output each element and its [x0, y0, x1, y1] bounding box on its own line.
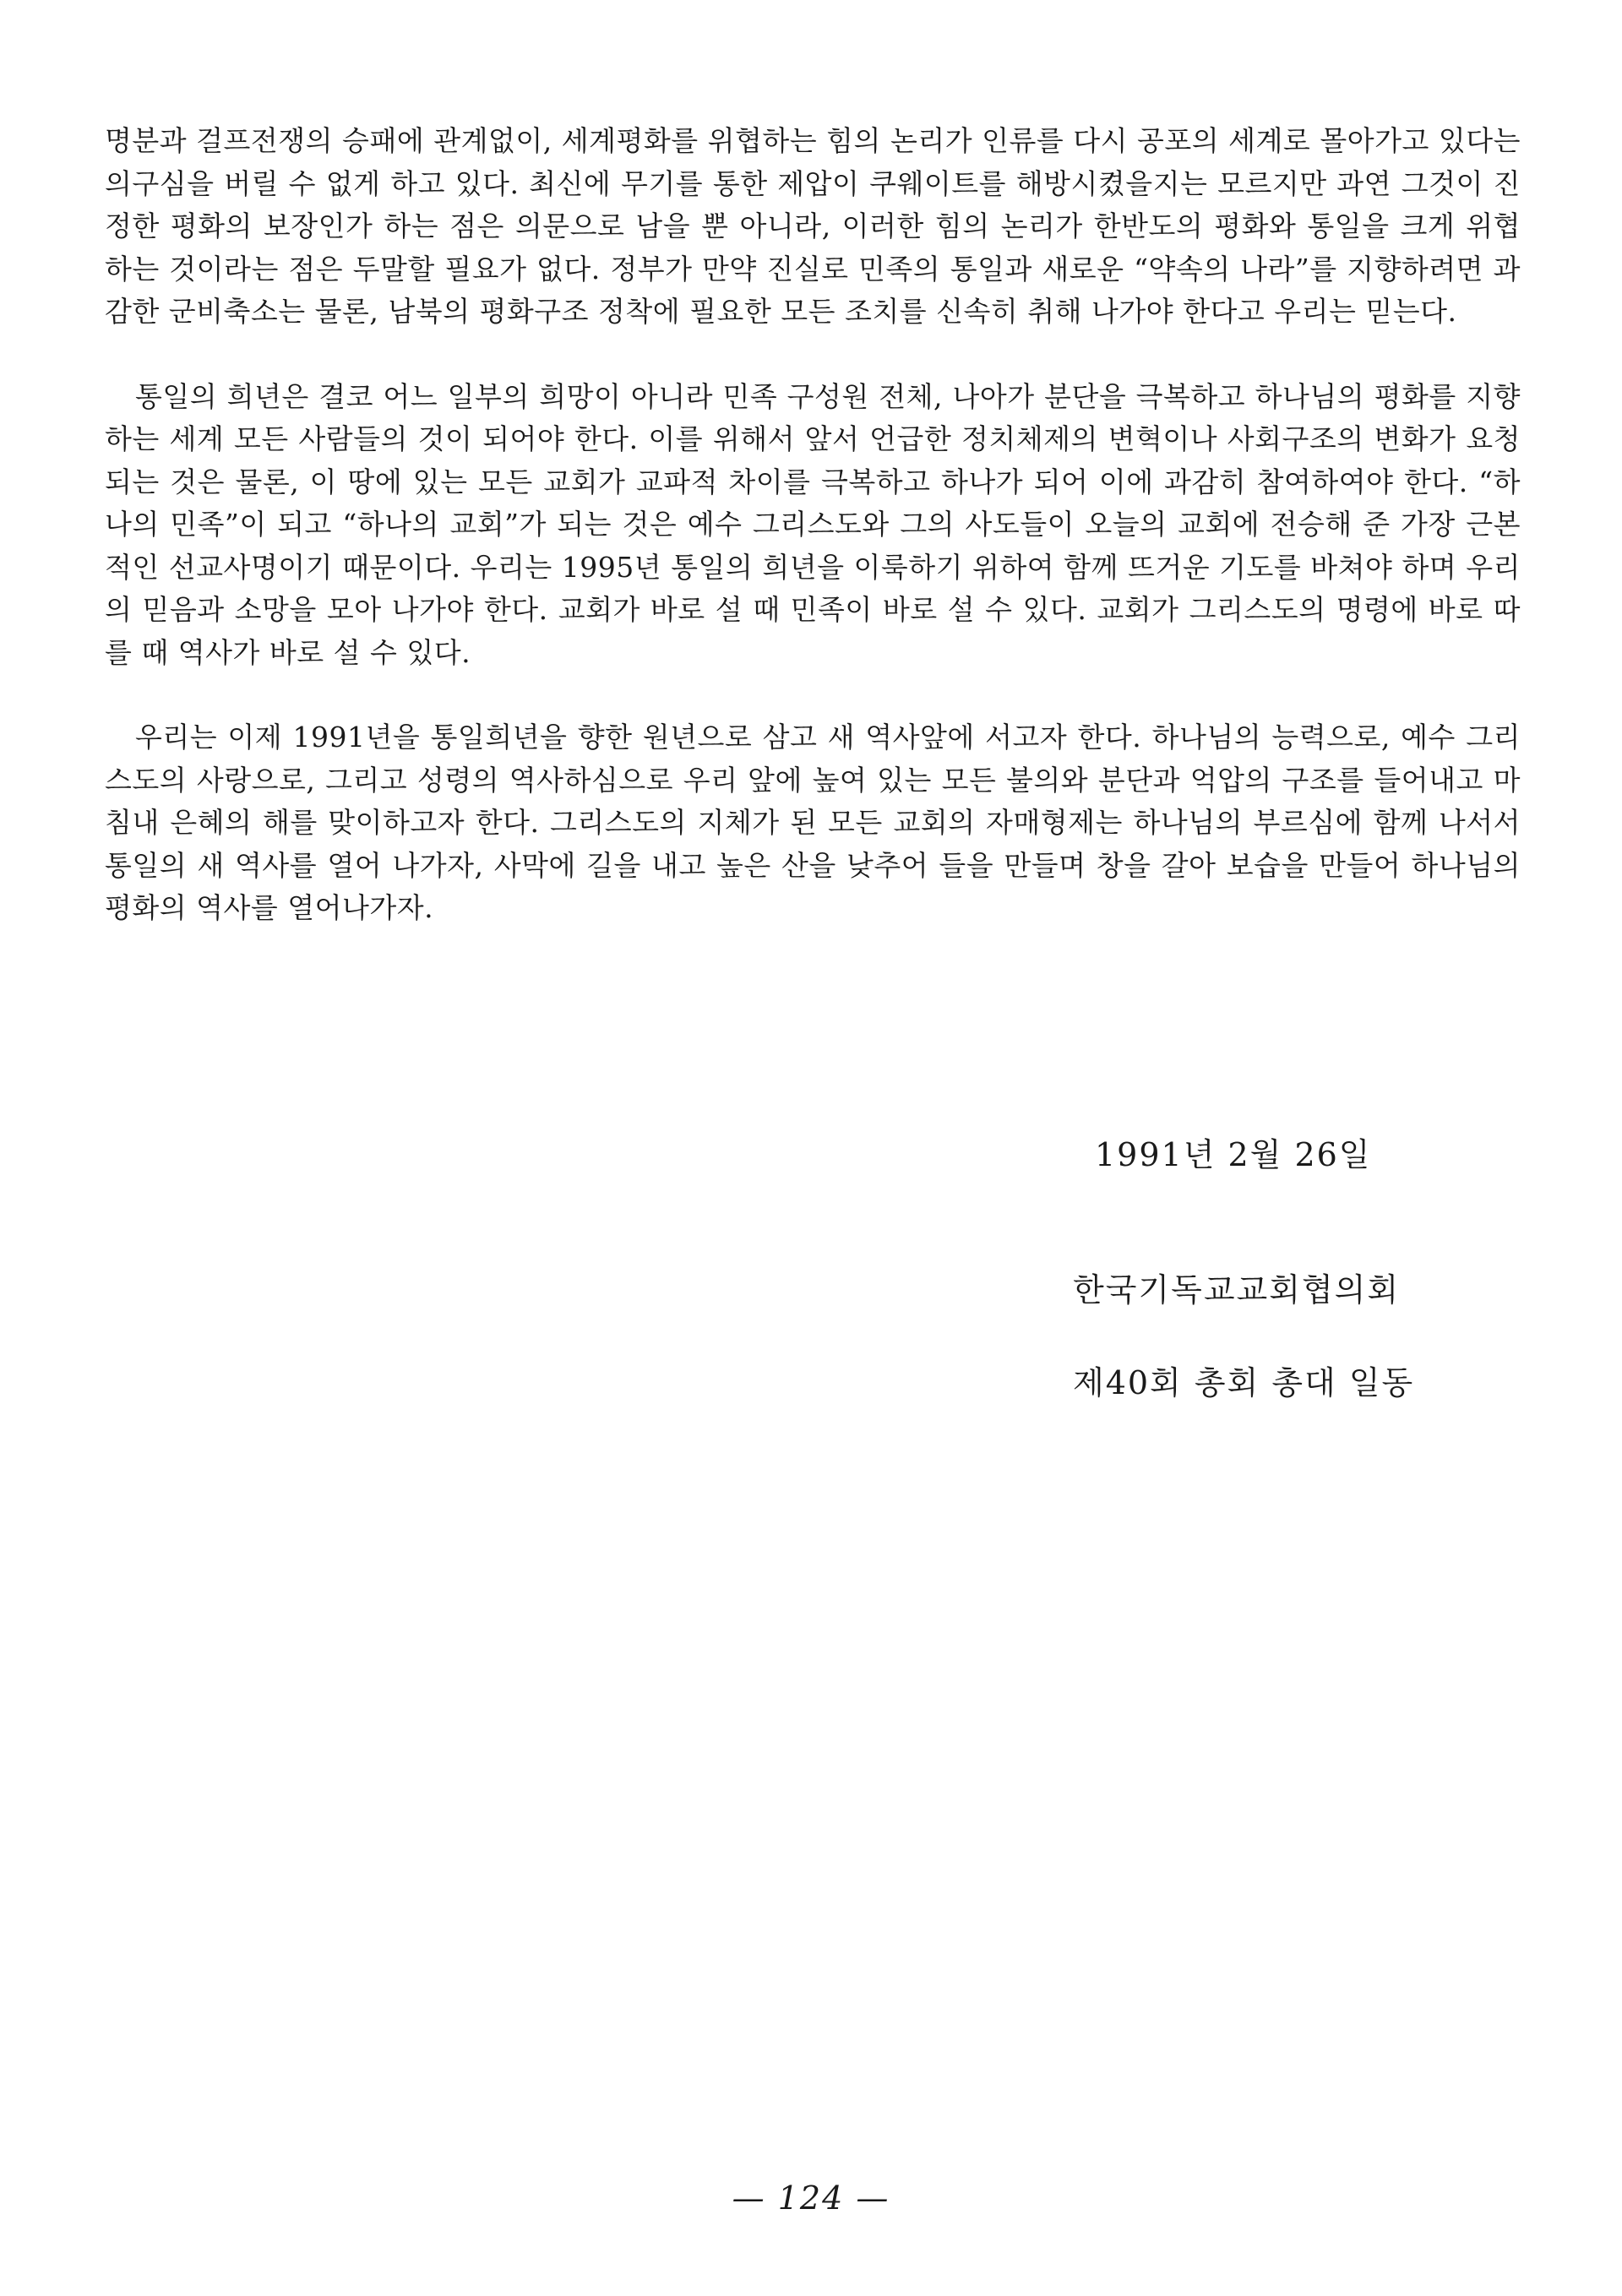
document-body [105, 120, 1521, 930]
signatory-organization: 한국기독교교회협의회 [1073, 1271, 1401, 1309]
page-number: — 124 — [732, 2179, 890, 2217]
signatory-session: 제40회 총회 총대 일동 [1073, 1364, 1415, 1401]
paragraph-2: 통일의 희년은 결코 어느 일부의 희망이 아니라 민족 구성원 전체, 나아가 분단을 극복하고 하나님의 평화를 지향하는 세계 모든 사람들의 것이 되어야 한다. 이를 위해서 앞서 언급한 정치체제의 변혁이나 사회구조의 변화가 요청되는 것은 물론, 이 땅에 있는 모든 교회가 교파적 차이를 극복하고 하나가 되어 이에 과감히 참여하여야 한다. “하나의 민족”이 되고 “하나의 교회”가 되는 것은 예수 그리스도와 그의 사도들이 오늘의 교회에 전승해 준 가장 근본적인 선교사명이기 때문이다. 우리는 1995년 통일의 희년을 이룩하기 위하여 함께 뜨거운 기도를 바쳐야 하며 우리의 믿음과 소망을 모아 나가야 한다. 교회가 바로 설 때 민족이 바로 설 수 있다. 교회가 그리스도의 명령에 바로 따를 때 역사가 바로 설 수 있다. [105, 379, 1521, 669]
paragraph-1: 명분과 걸프전쟁의 승패에 관계없이, 세계평화를 위협하는 힘의 논리가 인류를 다시 공포의 세계로 몰아가고 있다는 의구심을 버릴 수 없게 하고 있다. 최신에 무기를 통한 제압이 쿠웨이트를 해방시켰을지는 모르지만 과연 그것이 진정한 평화의 보장인가 하는 점은 의문으로 남을 뿐 아니라, 이러한 힘의 논리가 한반도의 평화와 통일을 크게 위협하는 것이라는 점은 두말할 필요가 없다. 정부가 만약 진실로 민족의 통일과 새로운 “약속의 나라”를 지향하려면 과감한 군비축소는 물론, 남북의 평화구조 정착에 필요한 모든 조치를 신속히 취해 나가야 한다고 우리는 믿는다. [105, 124, 1521, 328]
document-date: 1991년 2월 26일 [1095, 1136, 1372, 1173]
paragraph-3: 우리는 이제 1991년을 통일희년을 향한 원년으로 삼고 새 역사앞에 서고자 한다. 하나님의 능력으로, 예수 그리스도의 사랑으로, 그리고 성령의 역사하심으로 우리 앞에 높여 있는 모든 불의와 분단과 억압의 구조를 들어내고 마침내 은혜의 해를 맞이하고자 한다. 그리스도의 지체가 된 모든 교회의 자매형제는 하나님의 부르심에 함께 나서서 통일의 새 역사를 열어 나가자, 사막에 길을 내고 높은 산을 낮추어 들을 만들며 창을 갈아 보습을 만들어 하나님의 평화의 역사를 열어나가자. [105, 721, 1521, 924]
